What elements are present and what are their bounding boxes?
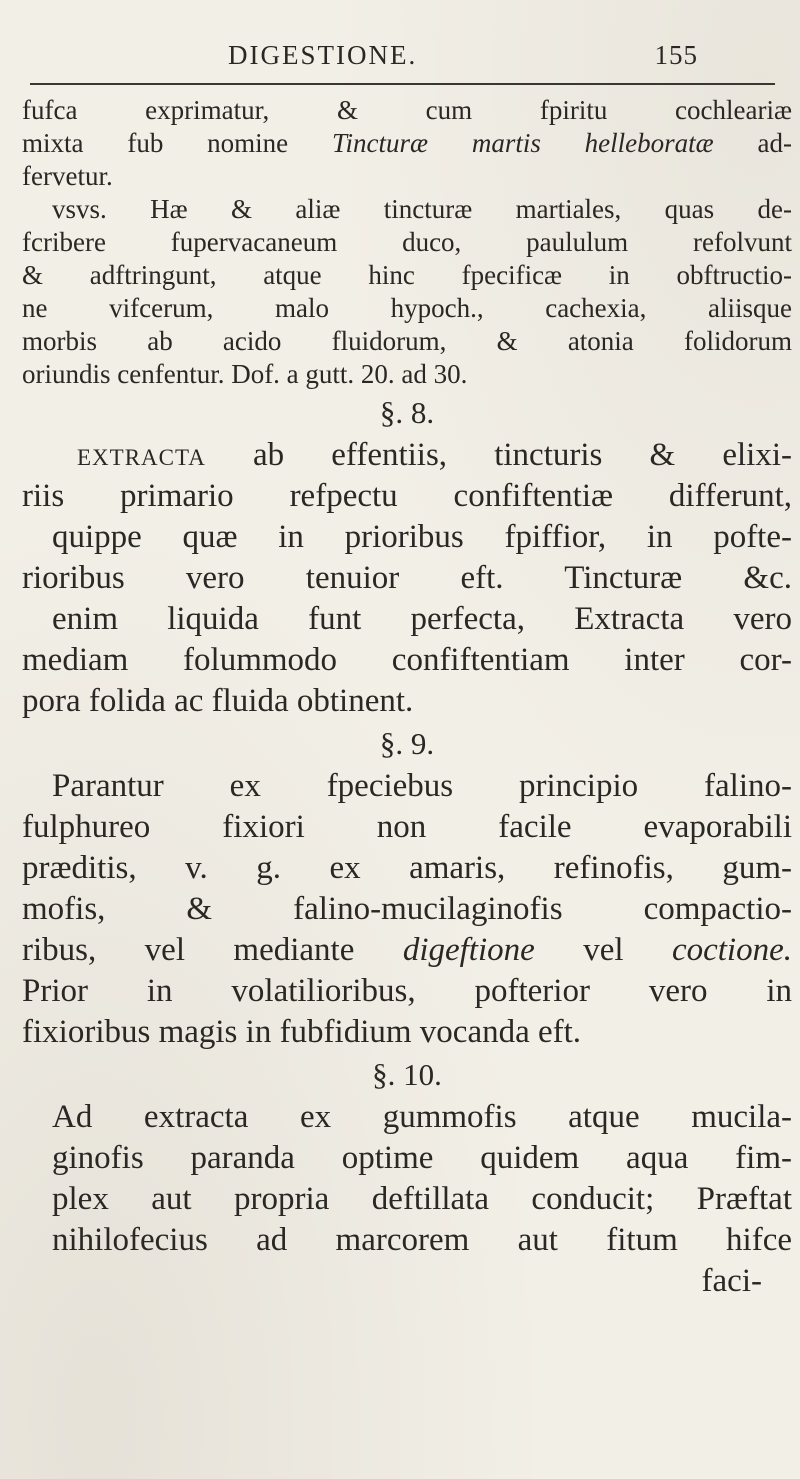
text-line: fervetur.: [22, 161, 113, 191]
text-line: præditis, v. g. ex amaris, refinofis, gum-: [22, 850, 792, 886]
text-run: vel: [534, 932, 672, 968]
body-text: [22, 94, 792, 1301]
text-line: [22, 127, 792, 160]
running-head: [218, 40, 718, 80]
text-line: vsvs. Hæ & aliæ tincturæ martiales, quas de-: [52, 194, 792, 224]
text-line: pora folida ac fluida obtinent.: [22, 683, 414, 719]
text-line: Ad extracta ex gummofis atque mucila-: [52, 1099, 792, 1135]
small-caps-term: extracta: [77, 437, 206, 473]
section-heading: §. 9.: [379, 726, 435, 761]
text-line: fixioribus magis in fubfidium vocanda eft.: [22, 1014, 582, 1050]
catchword: faci-: [701, 1263, 762, 1299]
text-line: rioribus vero tenuior eft. Tincturæ &c.: [22, 560, 792, 596]
text-line: mediam folummodo confiftentiam inter cor-: [22, 642, 792, 678]
text-line: [22, 930, 792, 971]
text-line: enim liquida funt perfecta, Extracta vero: [52, 601, 792, 637]
text-line: riis primario refpectu confiftentiæ differunt,: [22, 478, 792, 514]
text-run: mixta fub nomine: [22, 128, 332, 158]
text-line: oriundis cenfentur. Dof. a gutt. 20. ad 30.: [22, 359, 468, 389]
header-rule: [30, 83, 775, 85]
text-line: Prior in volatilioribus, pofterior vero in: [22, 973, 792, 1009]
text-run: ad-: [713, 128, 792, 158]
text-line: & adftringunt, atque hinc fpecificæ in obftructio-: [22, 260, 792, 290]
text-line: morbis ab acido fluidorum, & atonia folidorum: [22, 326, 792, 356]
text-line: plex aut propria deftillata conducit; Præftat: [52, 1181, 792, 1217]
italic-term: digeftione: [402, 932, 535, 968]
text-line: nihilofecius ad marcorem aut fitum hifce: [52, 1222, 792, 1258]
text-run: ribus, vel mediante: [22, 932, 403, 968]
text-line: ne vifcerum, malo hypoch., cachexia, aliisque: [22, 293, 792, 323]
text-line: fufca exprimatur, & cum fpiritu cochleariæ: [22, 95, 792, 125]
text-line: mofis, & falino-mucilaginofis compactio-: [22, 891, 792, 927]
text-line: Parantur ex fpeciebus principio falino-: [52, 768, 792, 804]
text-line: quippe quæ in prioribus fpiffior, in pofte-: [52, 519, 792, 555]
section-heading: §. 10.: [372, 1057, 442, 1092]
section-heading: §. 8.: [379, 395, 435, 430]
page-number: 155: [654, 40, 698, 70]
italic-term: coctione.: [671, 932, 792, 968]
text-line: ginofis paranda optime quidem aqua fim-: [52, 1140, 792, 1176]
text-run: ab effentiis, tincturis & elixi-: [205, 437, 792, 473]
running-head-title: DIGESTIONE.: [228, 40, 418, 70]
text-line: fulphureo fixiori non facile evaporabili: [22, 809, 792, 845]
italic-term: Tincturæ martis helleboratæ: [331, 128, 714, 158]
text-line: [22, 435, 792, 476]
text-line: fcribere fupervacaneum duco, paululum refolvunt: [22, 227, 792, 257]
